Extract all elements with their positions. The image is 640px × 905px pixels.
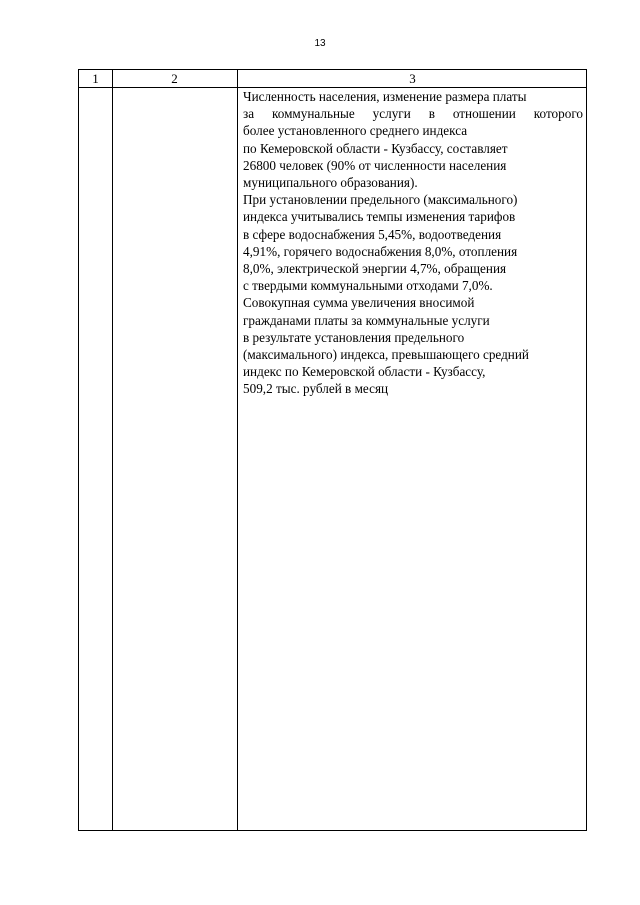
text-line: в результате установления предельного: [243, 329, 465, 345]
text-line: более установленного среднего индекса: [243, 123, 468, 139]
text-line: 26800 человек (90% от численности населения: [243, 157, 507, 173]
document-table: [78, 69, 587, 831]
text-line: индекс по Кемеровской области - Кузбассу,: [243, 364, 486, 380]
text-line: по Кемеровской области - Кузбассу, составляет: [243, 140, 508, 156]
column-header-1: 1: [92, 71, 99, 86]
column-divider-1: [112, 70, 113, 830]
text-line: 509,2 тыс. рублей в месяц: [243, 381, 389, 397]
text-line: индекса учитывались темпы изменения тарифов: [243, 209, 516, 225]
text-line: 8,0%, электрической энергии 4,7%, обращения: [243, 261, 507, 277]
text-line: муниципального образования).: [243, 175, 418, 191]
text-line: Совокупная сумма увеличения вносимой: [243, 295, 475, 311]
text-line: Численность населения, изменение размера платы: [243, 89, 527, 104]
column-header-3: 3: [409, 71, 416, 86]
page-number: 13: [314, 38, 326, 49]
column-header-2: 2: [171, 71, 178, 86]
text-line: за коммунальные услуги в отношении которого: [243, 106, 583, 122]
table-cell-col3: [243, 88, 583, 398]
text-line: гражданами платы за коммунальные услуги: [243, 312, 490, 328]
text-line: (максимального) индекса, превышающего средний: [243, 347, 529, 363]
column-divider-2: [237, 70, 238, 830]
text-line: с твердыми коммунальными отходами 7,0%.: [243, 278, 493, 294]
text-line: При установлении предельного (максимального): [243, 192, 518, 208]
text-line: 4,91%, горячего водоснабжения 8,0%, отопления: [243, 243, 518, 259]
text-line: в сфере водоснабжения 5,45%, водоотведения: [243, 226, 502, 242]
